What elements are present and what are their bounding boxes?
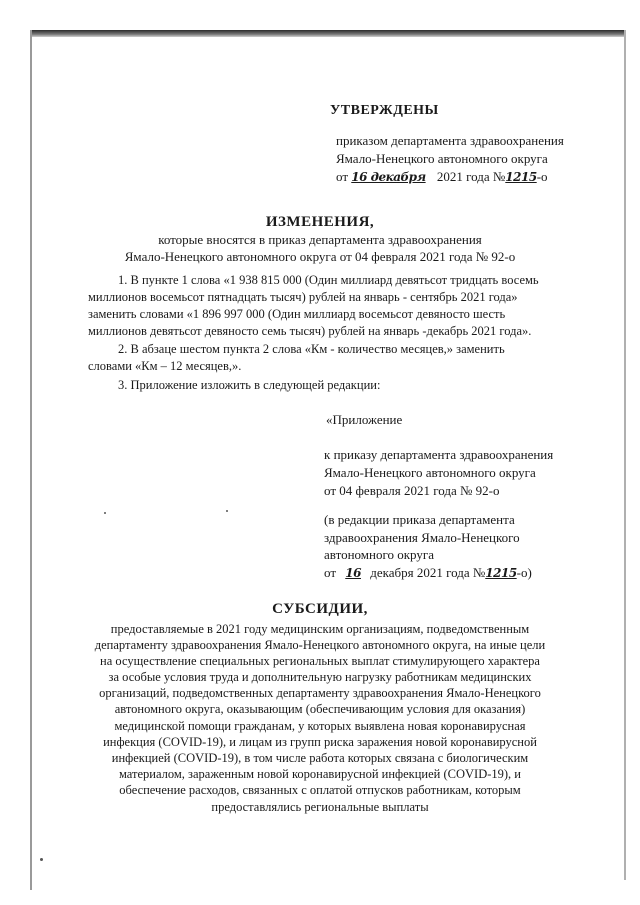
para2-line1: 2. В абзаце шестом пункта 2 слова «Км - количество месяцев,» заменить bbox=[118, 342, 505, 356]
subsidies-line: предоставляемые в 2021 году медицинским организациям, подведомственным bbox=[110, 622, 530, 636]
edition-line2: здравоохранения Ямало-Ненецкого bbox=[324, 530, 520, 545]
subsidies-title: СУБСИДИИ, bbox=[272, 601, 368, 617]
approval-number-handwritten: 1215 bbox=[505, 170, 537, 184]
subsidies-line: на осуществление специальных региональных выплат стимулирующего характера bbox=[100, 654, 540, 668]
approval-date-mid: 2021 года № bbox=[436, 169, 506, 184]
edition-date-prefix: от bbox=[324, 565, 337, 580]
edition-date-mid: декабря 2021 года № bbox=[370, 565, 486, 580]
subsidies-line: предоставлялись региональные выплаты bbox=[211, 800, 429, 814]
approval-order-line1: приказом департамента здравоохранения bbox=[336, 133, 564, 148]
scan-edge-right bbox=[624, 30, 626, 880]
para1-line1: 1. В пункте 1 слова «1 938 815 000 (Один миллиард девятьсот тридцать восемь bbox=[118, 273, 539, 287]
appendix-title: «Приложение bbox=[326, 412, 403, 427]
approval-date-line bbox=[336, 169, 548, 185]
subsidies-line: автономного округа, оказывающим (обеспечивающим условия для оказания) bbox=[114, 702, 526, 716]
para2-line2: словами «Км – 12 месяцев,». bbox=[88, 359, 242, 373]
edition-number-handwritten: 1215 bbox=[485, 566, 517, 580]
changes-subtitle-1: которые вносятся в приказ департамента здравоохранения bbox=[158, 232, 482, 247]
appendix-line2: Ямало-Ненецкого автономного округа bbox=[324, 465, 536, 480]
scan-edge-top bbox=[30, 30, 626, 37]
approval-number-suffix: -о bbox=[536, 169, 548, 184]
edition-line1: (в редакции приказа департамента bbox=[324, 512, 515, 527]
approval-date-handwritten: 16 декабря bbox=[351, 170, 426, 184]
scan-speck bbox=[104, 512, 106, 514]
appendix-line3: от 04 февраля 2021 года № 92-о bbox=[324, 483, 500, 498]
subsidies-line: инфекцией (COVID-19), в том числе работа которых связана с биологическим bbox=[111, 751, 529, 765]
scan-speck bbox=[40, 858, 43, 861]
subsidies-line: медицинской помощи гражданам, у которых выявлена новая коронавирусная bbox=[114, 719, 526, 733]
scan-speck bbox=[226, 510, 228, 512]
para1-line2: миллионов восемьсот пятнадцать тысяч) рублей на январь - сентябрь 2021 года» bbox=[88, 290, 518, 304]
approval-date-prefix: от bbox=[336, 169, 349, 184]
approval-order-line2: Ямало-Ненецкого автономного округа bbox=[336, 151, 548, 166]
subsidies-line: обеспечение расходов, связанных с оплатой отпусков работникам, которым bbox=[119, 783, 521, 797]
changes-title: ИЗМЕНЕНИЯ, bbox=[265, 214, 375, 230]
edition-day-handwritten: 16 bbox=[345, 566, 361, 580]
scan-edge-left bbox=[30, 30, 32, 890]
subsidies-line: материалом, зараженным новой коронавирусной инфекцией (COVID-19), и bbox=[118, 767, 521, 781]
subsidies-line: инфекция (COVID-19), и лицам из групп риска заражения новой коронавирусной bbox=[103, 735, 537, 749]
edition-date-line bbox=[324, 565, 532, 581]
edition-line3: автономного округа bbox=[324, 547, 434, 562]
approved-heading: УТВЕРЖДЕНЫ bbox=[330, 103, 439, 118]
edition-number-suffix: -о) bbox=[516, 565, 532, 580]
para3-line: 3. Приложение изложить в следующей редакции: bbox=[118, 378, 381, 392]
appendix-line1: к приказу департамента здравоохранения bbox=[324, 447, 554, 462]
subsidies-line: организаций, подведомственных департаменту здравоохранения Ямало-Ненецкого bbox=[99, 686, 541, 700]
subsidies-line: департаменту здравоохранения Ямало-Ненецкого автономного округа, на иные цели bbox=[94, 638, 546, 652]
subsidies-line: за особые условия труда и дополнительную нагрузку работникам медицинских bbox=[108, 670, 532, 684]
changes-subtitle-2: Ямало-Ненецкого автономного округа от 04 февраля 2021 года № 92-о bbox=[124, 249, 516, 264]
para1-line3: заменить словами «1 896 997 000 (Один миллиард восемьсот девяносто шесть bbox=[88, 307, 506, 321]
para1-line4: миллионов девятьсот девяносто семь тысяч) рублей на январь -декабрь 2021 года». bbox=[88, 324, 532, 338]
